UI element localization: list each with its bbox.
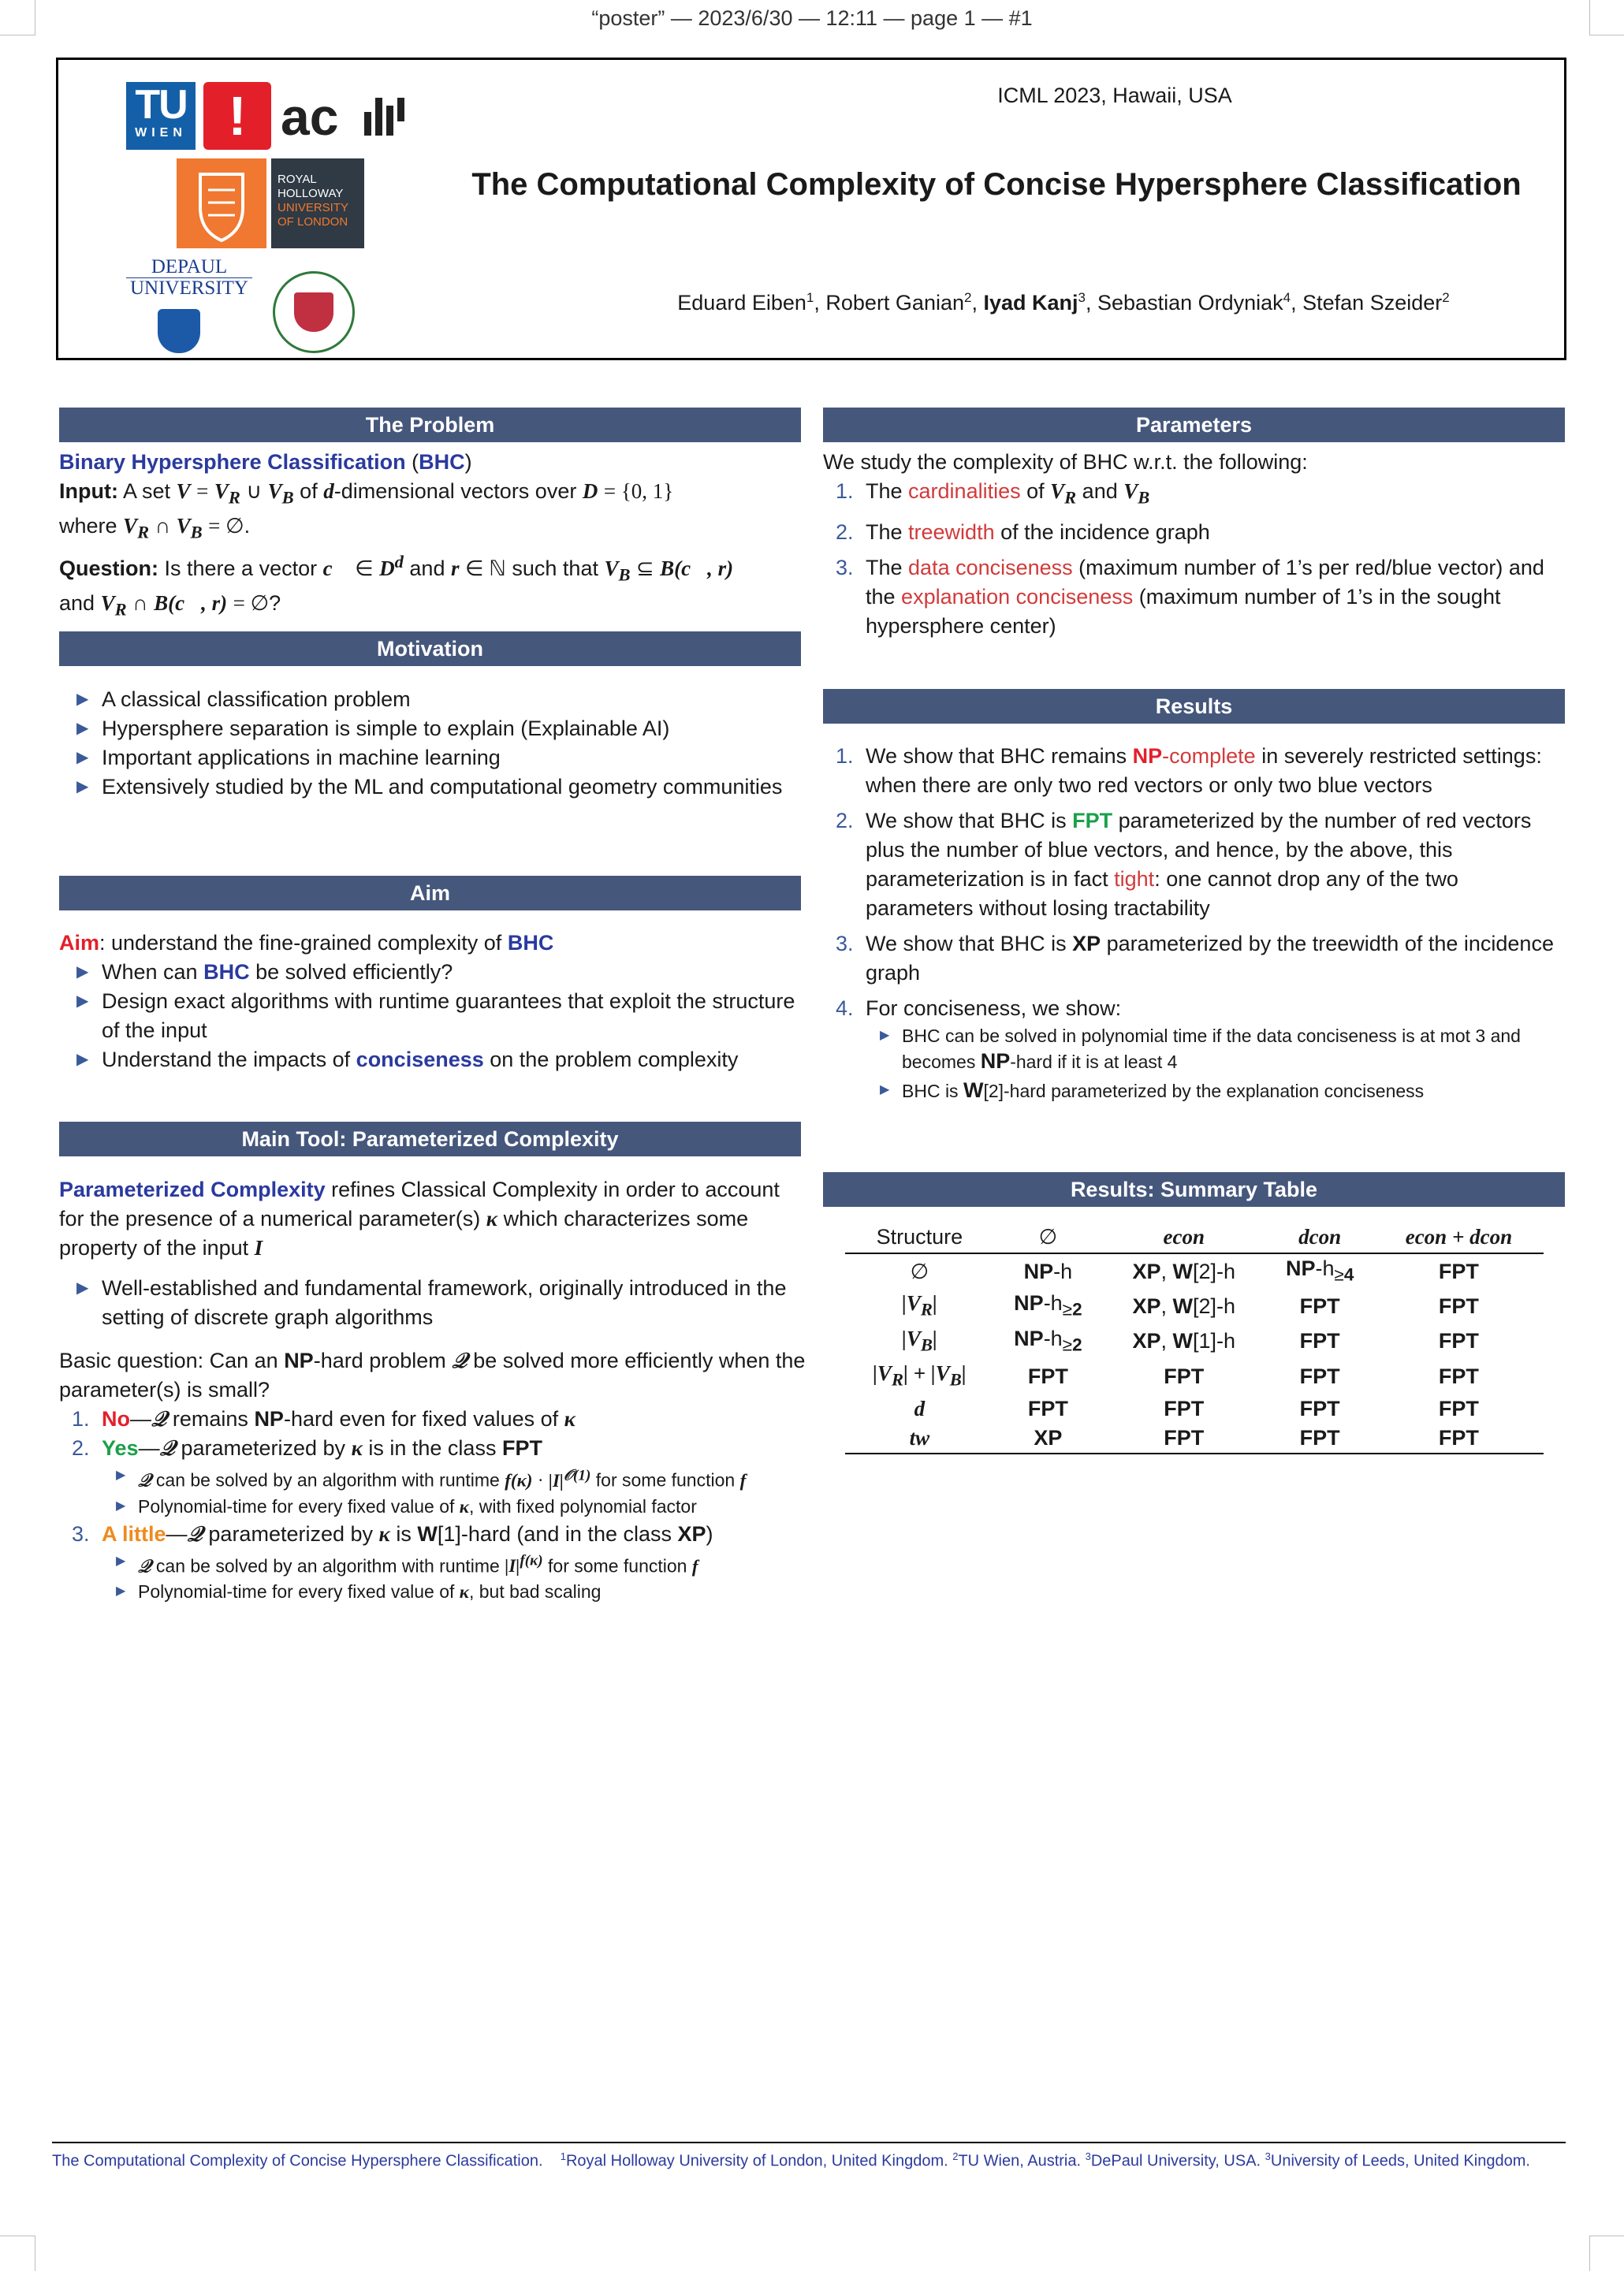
list-item: ▶ Well-established and fundamental framework, originally introduced in the setting of discrete graph algorithms — [59, 1274, 808, 1332]
aim-heading: Aim — [59, 876, 801, 910]
problem-body: Binary Hypersphere Classification (BHC) Input: A set $V = V_R$ ∪ $V_B$ of d-dimensional vectors over D = {0, 1} where $V_R$ ∩ $V_B$ = ∅. Question: Is there a vector c⃗ ∈ $D^d$ and r ∈ ℕ such that $V_B$ ⊆ B(c⃗, r) and $V_R$ ∩ B(c⃗, r) = ∅? — [59, 450, 734, 620]
column-header: econ — [1102, 1222, 1265, 1253]
aim-body: Aim: understand the fine-grained complexity of BHC ▶ When can BHC be solved efficiently? ▶ Design exact algorithms with runtime guarantees that exploit the structure of the input ▶ Understand the impacts of conciseness on the problem complexity — [59, 929, 804, 1074]
author: Sebastian Ordyniak$^4$, — [1097, 290, 1303, 315]
list-item: ▶ Important applications in machine learning — [59, 743, 804, 773]
list-item: ▶ 𝒬 can be solved by an algorithm with runtime $f(\kappa) \cdot |I|^{𝒪(1)}$ for some function f — [102, 1463, 808, 1494]
summary-table — [845, 1222, 1544, 1454]
list-item: ▶ BHC is W[2]-hard parameterized by the explanation conciseness — [866, 1078, 1568, 1104]
motivation-body — [59, 685, 804, 802]
conference: ICML 2023, Hawaii, USA — [997, 84, 1232, 107]
column-header: Structure — [845, 1222, 994, 1253]
list-item: 4. For conciseness, we show: ▶ BHC can be solved in polynomial time if the data conciseness is at mot 3 and becomes NP-hard if it is at least 4 ▶ BHC is W[2]-hard parameterized by the explanation conciseness — [823, 994, 1568, 1104]
tu-wien-logo: TU WIEN — [126, 82, 196, 150]
author: Eduard Eiben$^1$, — [677, 290, 826, 315]
parameters-body: We study the complexity of BHC w.r.t. the following: 1. The cardinalities of $V_R$ and $V_B$ 2. The treewidth of the incidence graph 3. The data conciseness (maximum number of 1’s per red/blue vector) and the explanation conciseness (maximum number of 1’s in the sought hypersphere center) — [823, 448, 1568, 641]
leeds-crest-icon — [294, 292, 333, 332]
list-item: 1. The cardinalities of $V_R$ and $V_B$ — [836, 479, 1150, 508]
list-item: 3. We show that BHC is XP parameterized by the treewidth of the incidence graph — [836, 932, 1554, 985]
table-row: $|V_R|$ $NP-h_{\ge 2}$ XP, W[2]-h FPT FPT — [901, 1291, 1479, 1320]
list-item: 3. A little—𝒬 parameterized by κ is W[1]-hard (and in the class XP) ▶ 𝒬 can be solved by an algorithm with runtime $|I|^{f(\kappa)}$ for some function f ▶ Polynomial-time for every fixed value of κ, but bad scaling — [59, 1520, 808, 1606]
results-heading: Results — [823, 689, 1565, 724]
list-item: ▶ Extensively studied by the ML and computational geometry communities — [59, 773, 804, 802]
list-item: ▶ A classical classification problem — [59, 685, 804, 714]
crop-mark — [0, 2236, 35, 2271]
bars-icon — [364, 91, 407, 139]
tool-body: Parameterized Complexity refines Classical Complexity in order to account for the presence of a numerical parameter(s) κ which characterizes some property of the input I ▶ Well-established and fundamental framework, originally introduced in the setting of discrete graph algorithms Basic question: Can an NP-hard problem 𝒬 be solved more efficiently when the parameter(s) is small? 1. No—𝒬 remains NP-hard even for fixed values of κ 2. Yes—𝒬 parameterized by κ is in the class FPT ▶ 𝒬 can be solved by an algorithm with runtime $f(\kappa) \cdot |I|^{𝒪(1)}$ for some function f ▶ Polynomial-time for every fixed value of κ, with fixed polynomial factor 3. A little—𝒬 parameterized by κ is W[1]-hard (and in the class XP) ▶ 𝒬 can be solved by an algorithm with runtime $|I|^{f(\kappa)}$ for some function f ▶ Polynomial-time for every fixed value of κ, but bad scaling — [59, 1175, 808, 1605]
list-item: 3. The data conciseness (maximum number of 1’s per red/blue vector) and the explanation conciseness (maximum number of 1’s in the sought hypersphere center) — [836, 556, 1544, 638]
author: Stefan Szeider$^2$ — [1302, 290, 1450, 315]
motivation-heading: Motivation — [59, 631, 801, 666]
column-header: dcon — [1266, 1222, 1374, 1253]
table-header-row — [845, 1222, 1544, 1253]
poster-title: The Computational Complexity of Concise Hypersphere Classification — [471, 167, 1522, 202]
list-item: ▶ Understand the impacts of conciseness on the problem complexity — [59, 1045, 804, 1074]
list-item: 2. We show that BHC is FPT parameterized by the number of red vectors plus the number of blue vectors, and hence, by the above, this parameterization is in fact tight: one cannot drop any of the two parameters without losing tractability — [836, 809, 1532, 920]
table-row: tw XP FPT FPT FPT — [845, 1424, 1544, 1454]
footer: The Computational Complexity of Concise Hypersphere Classification. $^1$Royal Holloway University of London, United Kingdom. $^2$TU Wien, Austria. $^3$DePaul University, USA. $^3$University of Leeds, United Kingdom. — [52, 2150, 1530, 2170]
list-item: 2. Yes—𝒬 parameterized by κ is in the class FPT ▶ 𝒬 can be solved by an algorithm with runtime $f(\kappa) \cdot |I|^{𝒪(1)}$ for some function f ▶ Polynomial-time for every fixed value of κ, with fixed polynomial factor — [59, 1434, 808, 1520]
list-item: 1. We show that BHC remains NP-complete in severely restricted settings: when there are only two red vectors or only two blue vectors — [836, 744, 1542, 797]
column-header: econ + dcon — [1374, 1222, 1544, 1253]
author: Iyad Kanj$^3$, — [983, 290, 1098, 315]
list-item: ▶ Hypersphere separation is simple to explain (Explainable AI) — [59, 714, 804, 743]
university-of-leeds-logo — [273, 271, 355, 353]
table-row: $|V_B|$ $NP-h_{\ge 2}$ XP, W[1]-h FPT FPT — [901, 1326, 1479, 1355]
table-row: $|V_R| + |V_B|$ FPT FPT FPT FPT — [872, 1361, 1479, 1390]
running-head: “poster” — 2023/6/30 — 12:11 — page 1 — #1 — [591, 6, 1033, 30]
problem-heading: The Problem — [59, 408, 801, 442]
table-row: ∅ NP-h XP, W[2]-h $NP-h_{\ge 4}$ FPT — [910, 1256, 1479, 1285]
depaul-shield-icon — [158, 309, 200, 353]
table-row: d FPT FPT FPT FPT — [914, 1396, 1479, 1420]
list-item: ▶ When can BHC be solved efficiently? — [59, 958, 804, 987]
list-item: ▶ Design exact algorithms with runtime guarantees that exploit the structure of the input — [59, 987, 804, 1045]
parameters-heading: Parameters — [823, 408, 1565, 442]
crop-mark — [1589, 2236, 1624, 2271]
footer-rule — [52, 2142, 1566, 2143]
crest-icon — [177, 158, 266, 248]
list-item: ▶ BHC can be solved in polynomial time if the data conciseness is at mot 3 and becomes NP-hard if it is at least 4 — [866, 1023, 1568, 1074]
column-header: ∅ — [994, 1222, 1102, 1253]
ac-logo: ac — [281, 85, 407, 148]
tool-heading: Main Tool: Parameterized Complexity — [59, 1122, 801, 1156]
list-item: ▶ 𝒬 can be solved by an algorithm with runtime $|I|^{f(\kappa)}$ for some function f — [102, 1549, 808, 1580]
author: Robert Ganian$^2$, — [825, 290, 984, 315]
results-body — [823, 742, 1568, 1104]
list-item: 1. No—𝒬 remains NP-hard even for fixed values of κ — [72, 1407, 575, 1431]
depaul-logo: DEPAUL UNIVERSITY — [126, 257, 252, 299]
poster-header — [56, 58, 1566, 360]
list-item: 2. The treewidth of the incidence graph — [836, 520, 1210, 545]
summary-heading: Results: Summary Table — [823, 1172, 1565, 1207]
royal-holloway-logo: ROYAL HOLLOWAY UNIVERSITY OF LONDON — [271, 158, 364, 248]
authors — [571, 290, 1556, 315]
list-item: ▶ Polynomial-time for every fixed value of κ, but bad scaling — [102, 1579, 808, 1605]
exclamation-logo: ! — [203, 82, 271, 150]
royal-holloway-crest-logo — [177, 158, 266, 248]
list-item: ▶ Polynomial-time for every fixed value of κ, with fixed polynomial factor — [102, 1494, 808, 1520]
